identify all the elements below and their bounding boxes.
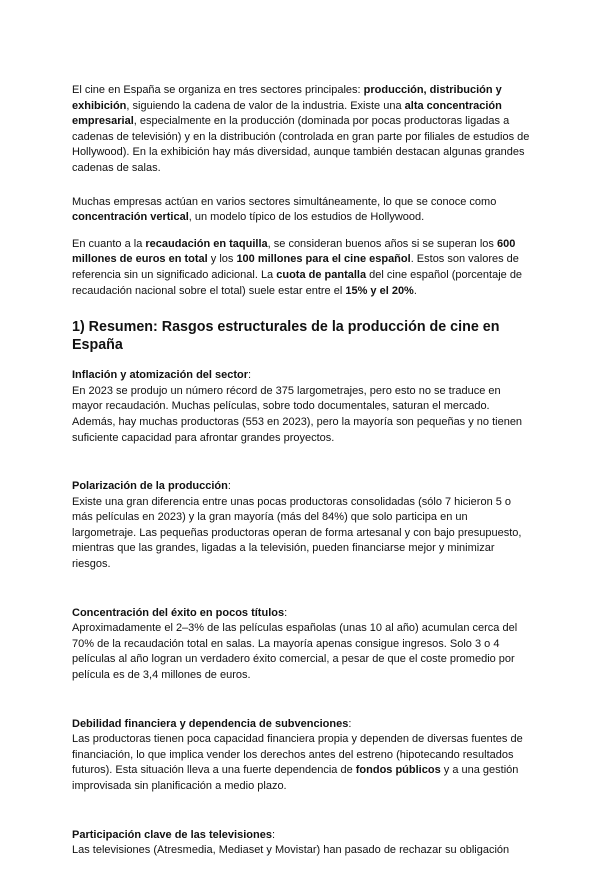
section-title: Polarización de la producción: — [72, 480, 231, 493]
text-run: Aproximadamente el 2–3% de las películas españolas (unas 10 al año) acumulan cerca del 70% de la recaudación total en salas. La mayoría apenas consigue ingresos. Solo 3 o 4 películas al año logran un verdadero éxito comercial, a pesar de que el coste promedio por película es de 3,4 millones de euros. — [72, 622, 518, 682]
section-title: Debilidad financiera y dependencia de subvenciones: — [72, 717, 352, 730]
document-page — [72, 83, 532, 892]
text-run: En 2023 se produjo un número récord de 375 largometrajes, pero esto no se traduce en mayor recaudación. Muchas películas, sobre todo documentales, saturan el mercado. Además, hay muchas productoras (553 en 2023), pero la mayoría son pequeñas y no tienen suficiente capacidad para afrontar grandes proyectos. — [72, 384, 523, 444]
section-body — [72, 384, 532, 446]
section-heading: 1) Resumen: Rasgos estructurales de la producción de cine en España — [72, 319, 500, 354]
text-run: Las televisiones (Atresmedia, Mediaset y Movistar) han pasado de rechazar su obligación — [72, 844, 510, 857]
bold-text-run: alta concentración empresarial — [72, 99, 502, 128]
section-television-role — [72, 828, 532, 859]
section-body — [72, 732, 532, 794]
bold-text-run: 100 millones para el cine español — [236, 253, 411, 266]
text-run: . Estos son valores de referencia sin un significado adicional. La — [72, 253, 519, 281]
bold-text-run: 15% y el 20% — [345, 284, 414, 297]
text-run: del cine español (porcentaje de recaudación nacional sobre el total) suele estar entre el — [72, 268, 523, 297]
text-run: . — [413, 284, 417, 297]
section-title: Inflación y atomización del sector: — [72, 369, 252, 382]
section-body — [72, 621, 532, 683]
text-run: En cuanto a la — [72, 237, 146, 250]
section-body — [72, 843, 532, 859]
bold-text-run: cuota de pantalla — [276, 268, 367, 281]
section-body — [72, 495, 532, 573]
bold-text-run: recaudación en taquilla — [145, 237, 268, 250]
bold-text-run: concentración vertical — [72, 211, 189, 224]
text-run: , especialmente en la producción (dominada por pocas productoras ligadas a cadenas de televisión) y en la distribución (controlada en gran parte por filiales de estudios de Hollywood). En la exhibición hay más diversidad, aunque también destacan algunas grandes cadenas de salas. — [72, 115, 530, 174]
text-run: y a una gestión improvisada sin planificación a medio plazo. — [72, 764, 519, 792]
bold-text-run: producción, distribución y exhibición — [72, 84, 502, 112]
intro-paragraph-vertical-concentration — [72, 195, 532, 226]
text-run: Las productoras tienen poca capacidad financiera propia y dependen de diversas fuentes de financiación, lo que implica vender los derechos antes del estreno (hipotecando resultados futuros). Esta situación lleva a una fuerte dependencia de — [72, 733, 523, 777]
text-run: , se consideran buenos años si se superan los — [267, 237, 497, 250]
text-run: , un modelo típico de los estudios de Hollywood. — [188, 211, 425, 224]
text-run: El cine en España se organiza en tres sectores principales: — [72, 84, 364, 96]
text-run: Existe una gran diferencia entre unas pocas productoras consolidadas (sólo 7 hicieron 5 o más películas en 2023) y la gran mayoría (más del 84%) que solo participa en un largometraje. Las pequeñas productoras operan de forma artesanal y con bajo presupuesto, mientras que las grandes, ligadas a la televisión, pueden financiarse mejor y minimizar riesgos. — [72, 495, 522, 571]
text-run: y los — [207, 253, 237, 266]
section-success-concentration — [72, 606, 532, 684]
bold-text-run: 600 millones de euros en total — [72, 237, 516, 266]
text-run: Muchas empresas actúan en varios sectores simultáneamente, lo que se conoce como — [72, 195, 497, 208]
intro-paragraph-box-office — [72, 237, 532, 299]
section-polarization — [72, 479, 532, 573]
bold-text-run: fondos públicos — [355, 764, 441, 777]
section-financial-weakness — [72, 717, 532, 795]
section-title: Concentración del éxito en pocos títulos: — [72, 606, 288, 619]
section-title: Participación clave de las televisiones: — [72, 828, 275, 841]
section-inflation — [72, 368, 532, 446]
text-run: , siguiendo la cadena de valor de la industria. Existe una — [126, 99, 405, 112]
intro-paragraph-sectors — [72, 83, 532, 177]
